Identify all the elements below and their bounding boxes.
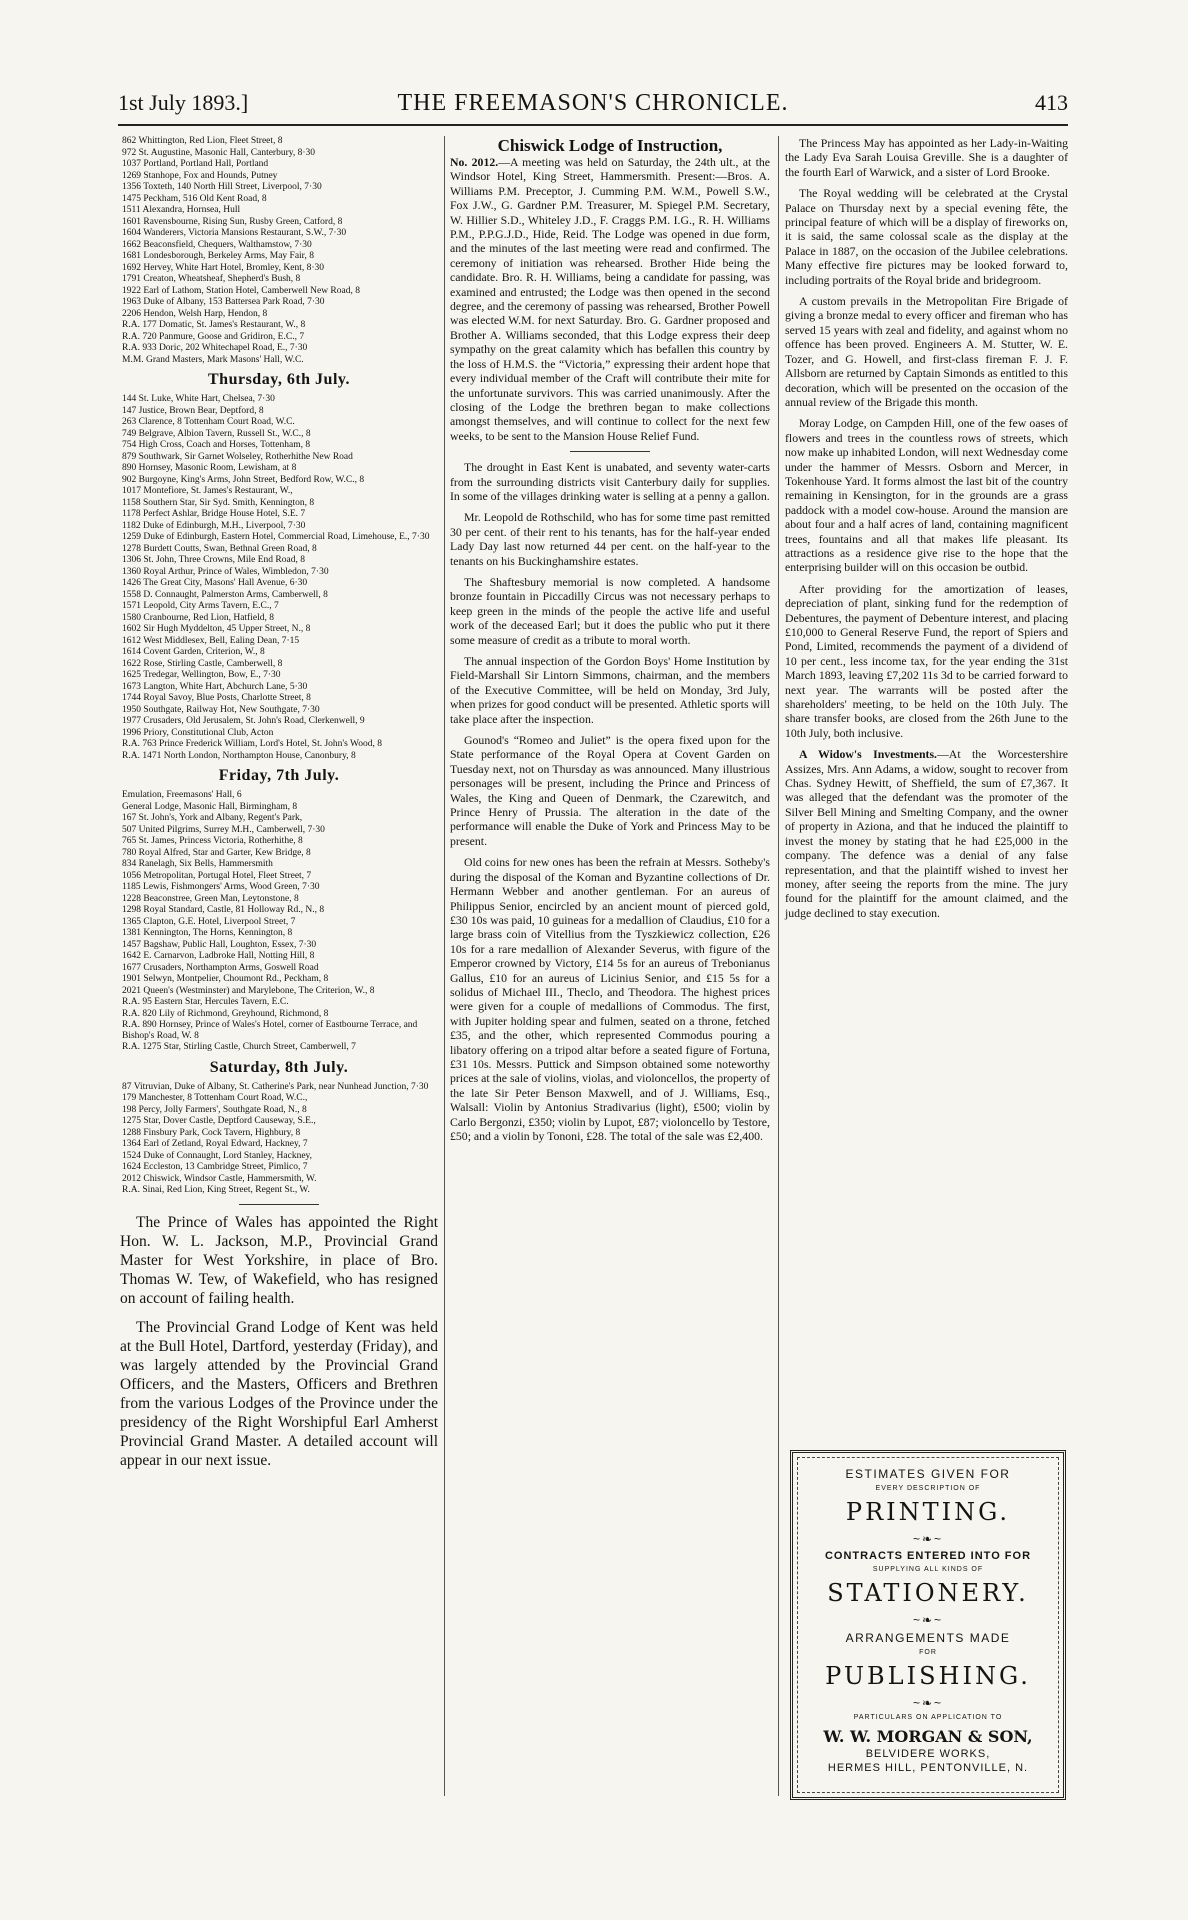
lodge-entry: 1625 Tredegar, Wellington, Bow, E., 7·30 — [122, 670, 281, 680]
lodge-entry: 147 Justice, Brown Bear, Deptford, 8 — [122, 405, 264, 416]
article-kent-grand-lodge: The Provincial Grand Lodge of Kent was held at the Bull Hotel, Dartford, yesterday (Friday), and was largely attended by the Provincial Grand Officers, and the Masters, Officers and Brethren from the various Lodges of the Province under the presidency of the Right Worshipful Earl Amherst Provincial Grand Master. A detailed account will appear in our next issue. — [120, 1318, 438, 1469]
separator — [239, 1204, 319, 1205]
lodge-entry: 1158 Southern Star, Sir Syd. Smith, Kennington, 8 — [122, 497, 315, 508]
advert-stationery: STATIONERY. — [827, 1579, 1029, 1607]
lodge-entry: 765 St. James, Princess Victoria, Rotherhithe, 8 — [122, 836, 303, 846]
lodge-entry: 1182 Duke of Edinburgh, M.H., Liverpool, 7·30 — [122, 520, 306, 531]
lodge-entry: 1624 Eccleston, 13 Cambridge Street, Pimlico, 7 — [122, 1162, 308, 1172]
lodge-list-friday — [120, 790, 438, 1053]
advert-printing: PRINTING. — [845, 1498, 1011, 1526]
lodge-entry: 1475 Peckham, 516 Old Kent Road, 8 — [122, 193, 267, 204]
lodge-entry: M.M. Grand Masters, Mark Masons' Hall, W.C. — [122, 354, 304, 365]
separator — [570, 451, 650, 452]
lodge-list-thursday — [120, 394, 438, 761]
lodge-entry: 1017 Montefiore, St. James's Restaurant, W., — [122, 486, 293, 496]
article-princess-may: The Princess May has appointed as her Lady-in-Waiting the Lady Eva Sarah Louisa Greville. She is a daughter of the fourth Earl of Warwick, and a sister of Lord Brooke. — [785, 136, 1068, 179]
column-2 — [450, 136, 770, 1150]
column-divider-1 — [444, 136, 445, 1796]
lodge-entry: 1614 Covent Garden, Criterion, W., 8 — [122, 647, 265, 657]
advert-line-arrangements: ARRANGEMENTS MADE — [845, 1631, 1011, 1645]
lodge-entry: 1275 Star, Dover Castle, Deptford Causeway, S.E., — [122, 1116, 316, 1126]
lodge-entry: 1901 Selwyn, Montpelier, Choumont Rd., Peckham, 8 — [122, 974, 329, 984]
advert-address: HERMES HILL, PENTONVILLE, N. — [827, 1762, 1029, 1774]
lodge-entry: General Lodge, Masonic Hall, Birmingham, 8 — [122, 801, 298, 812]
chiswick-body: —A meeting was held on Saturday, the 24th ult., at the Windsor Hotel, King Street, Hammersmith. Present:—Bros. A. Williams P.M. Preceptor, J. Cumming P.M. W.M., Powell S.W., Fox J.W., G. Gardner P.M. Treasurer, M. Spiegel P.M. Secretary, W. Hillier S.D., Whiteley J.D., F. Craggs P.M. I.G., R. H. Williams P.M., P.P.G.J.D., Hide, Reid. The Lodge was opened in due form, and the minutes of the last meeting were read and confirmed. The ceremony of initiation was rehearsed. Brother Hide being the candidate. Bro. R. H. Williams, being a candidate for passing, was examined and entrusted; the Lodge was then opened in the second degree, and the ceremony of passing was rehearsed, Brother Powell was elected W.M. for next Saturday. Bro. G. Gardner proposed and Brother A. Williams seconded, that this Lodge express their deep sympathy on the great calamity which has befallen this country by the loss of H.M.S. the “Victoria,” expressing their ardent hope that every individual member of the Craft will contribute their mite for the unfortunate survivors. This was carried unanimously. After the closing of the Lodge the brethren began to make collections amongst themselves, and will continue to collect for the next few weeks, to be sent to the Mansion House Relief Fund. — [450, 155, 771, 443]
lodge-entry: 1602 Sir Hugh Myddelton, 45 Upper Street, N., 8 — [122, 624, 311, 634]
lodge-entry: 1185 Lewis, Fishmongers' Arms, Wood Green, 7·30 — [122, 882, 320, 892]
lodge-entry: 754 High Cross, Coach and Horses, Tottenham, 8 — [122, 440, 311, 450]
lodge-entry: 1457 Bagshaw, Public Hall, Loughton, Essex, 7·30 — [122, 939, 317, 950]
article-rothschild: Mr. Leopold de Rothschild, who has for some time past remitted 30 per cent. of their rent to his tenants, has for the half-year ended Lady Day last now returned 44 per cent. on the half-year to the tenants on his Buckinghamshire estates. — [450, 510, 770, 568]
lodge-entry: R.A. 890 Hornsey, Prince of Wales's Hotel, corner of Eastbourne Terrace, and Bishop's Road, W. 8 — [122, 1020, 418, 1041]
lodge-entry: 1306 St. John, Three Crowns, Mile End Road, 8 — [122, 555, 305, 565]
lodge-entry: 1228 Beaconstree, Green Man, Leytonstone, 8 — [122, 893, 299, 904]
lodge-entry: R.A. 95 Eastern Star, Hercules Tavern, E.C. — [122, 997, 289, 1007]
lodge-entry: 1288 Finsbury Park, Cock Tavern, Highbury, 8 — [122, 1127, 301, 1138]
lodge-entry: 890 Hornsey, Masonic Room, Lewisham, at 8 — [122, 463, 297, 473]
lodge-list-wednesday — [120, 136, 438, 365]
lodge-entry: 1511 Alexandra, Hornsea, Hull — [122, 205, 241, 215]
lodge-entry: 198 Percy, Jolly Farmers', Southgate Road, N., 8 — [122, 1104, 307, 1115]
masthead-rule — [118, 124, 1068, 126]
advert-publishing: PUBLISHING. — [825, 1662, 1031, 1690]
lodge-entry: 1977 Crusaders, Old Jerusalem, St. John's Road, Clerkenwell, 9 — [122, 716, 365, 726]
article-chiswick-lodge — [450, 155, 770, 443]
lodge-entry: 1269 Stanhope, Fox and Hounds, Putney — [122, 170, 278, 181]
advert-line-estimates: ESTIMATES GIVEN FOR — [845, 1467, 1011, 1481]
lodge-entry: 1922 Earl of Lathom, Station Hotel, Camberwell New Road, 8 — [122, 285, 360, 296]
lodge-entry: 144 St. Luke, White Hart, Chelsea, 7·30 — [122, 394, 275, 404]
lodge-entry: 87 Vitruvian, Duke of Albany, St. Catherine's Park, near Nunhead Junction, 7·30 — [122, 1081, 429, 1092]
lodge-entry: 2012 Chiswick, Windsor Castle, Hammersmith, W. — [122, 1173, 317, 1184]
lodge-entry: 263 Clarence, 8 Tottenham Court Road, W.C. — [122, 417, 295, 427]
lodge-entry: 1364 Earl of Zetland, Royal Edward, Hackney, 7 — [122, 1139, 308, 1149]
advert-works: BELVIDERE WORKS, — [865, 1748, 991, 1760]
lodge-entry: 1381 Kennington, The Horns, Kennington, 8 — [122, 928, 293, 938]
ornament-icon: ~❧~ — [912, 1532, 944, 1546]
article-drought: The drought in East Kent is unabated, and seventy water-carts from the surrounding districts visit Canterbury daily for supplies. In some of the villages drinking water is selling at a penny a gallon. — [450, 460, 770, 503]
lodge-entry: 1178 Perfect Ashlar, Bridge House Hotel, S.E. 7 — [122, 509, 306, 519]
advert-line-for: FOR — [919, 1649, 937, 1656]
chiswick-heading: Chiswick Lodge of Instruction, — [497, 136, 723, 155]
lodge-entry: 1963 Duke of Albany, 153 Battersea Park Road, 7·30 — [122, 297, 325, 307]
article-prince-of-wales: The Prince of Wales has appointed the Right Hon. W. L. Jackson, M.P., Provincial Grand Master for West Yorkshire, in place of Bro. Thomas W. Tew, of Wakefield, who has resigned on account of failing health. — [120, 1213, 438, 1307]
lodge-entry: Emulation, Freemasons' Hall, 6 — [122, 790, 242, 800]
lodge-entry: 179 Manchester, 8 Tottenham Court Road, W.C., — [122, 1093, 308, 1103]
ornament-icon: ~❧~ — [912, 1613, 944, 1627]
lodge-entry: 902 Burgoyne, King's Arms, John Street, Bedford Row, W.C., 8 — [122, 474, 365, 485]
lodge-entry: 2206 Hendon, Welsh Harp, Hendon, 8 — [122, 308, 268, 319]
article-spiers-pond: After providing for the amortization of leases, depreciation of plant, sinking fund for the redemption of Debentures, the payment of Debenture interest, and placing £10,000 to General Reserve Fund, the report of Spiers and Pond, Limited, recommends the payment of a dividend of 10 per cent., less income tax, for the year ending the 31st March 1893, leaving £7,202 11s 3d to be carried forward to next year. The warrants will be posted after the shareholders' meeting, to be held on the 10th July. The share transfer books, are closed from the 26th June to the 10th July, both inclusive. — [785, 581, 1068, 740]
ornament-icon: ~❧~ — [912, 1696, 944, 1710]
article-opera: Gounod's “Romeo and Juliet” is the opera fixed upon for the State performance of the Royal Opera at Covent Garden on Tuesday next, not on Thursday as was announced. Many illustrious personages will be present, including the Prince and Princess of Wales, the King and Queen of Denmark, the Czarewitch, and Prince Henry of Prussia. The alteration in the date of the performance will enable the Duke of York and Princess May to be present. — [450, 733, 770, 848]
lodge-entry: 1524 Duke of Connaught, Lord Stanley, Hackney, — [122, 1150, 313, 1161]
newspaper-title: THE FREEMASON'S CHRONICLE. — [397, 90, 789, 116]
page-number: 413 — [1035, 90, 1068, 115]
article-fire-brigade: A custom prevails in the Metropolitan Fire Brigade of giving a bronze medal to every officer and fireman who has served 15 years with zeal and fidelity, and against whom no offence has been proved. Engineers A. M. Stutter, W. E. Tozer, and G. Howell, and first-class fireman F. J. F. Allsborn are returned by Captain Simonds as entitled to this decoration, which will be presented on the occasion of the annual review of the Brigade this month. — [785, 294, 1068, 409]
chiswick-lead: No. 2012. — [450, 155, 499, 169]
column-divider-2 — [778, 136, 779, 1796]
lodge-entry: 972 St. Augustine, Masonic Hall, Canterbury, 8·30 — [122, 147, 316, 158]
lodge-entry: 1612 West Middlesex, Bell, Ealing Dean, 7·15 — [122, 635, 300, 646]
lodge-entry: 1662 Beaconsfield, Chequers, Walthamstow, 7·30 — [122, 239, 312, 250]
lodge-entry: 749 Belgrave, Albion Tavern, Russell St., W.C., 8 — [122, 428, 311, 439]
lodge-entry: 1677 Crusaders, Northampton Arms, Goswell Road — [122, 962, 319, 973]
lodge-entry: 1996 Priory, Constitutional Club, Acton — [122, 727, 274, 738]
lodge-entry: 1791 Creaton, Wheatsheaf, Shepherd's Bush, 8 — [122, 274, 301, 284]
widow-body: —At the Worcestershire Assizes, Mrs. Ann Adams, a widow, sought to recover from Chas. Sydney Hewitt, of Sheffield, the sum of £7,367. It was alleged that the defendant was the promoter of the Silver Bell Mining and Smelting Company, and the owner of property in Aziona, and that he induced the plaintiff to invest the money by stating that he had £25,000 in the company. The defence was a denial of any false representation, and that the plaintiff wished to invest her money, after seeing the reports from the mine. The jury found for the plaintiff for the amount claimed, and the judge declined to stay execution. — [785, 747, 1068, 920]
lodge-entry: 862 Whittington, Red Lion, Fleet Street, 8 — [122, 136, 283, 146]
lodge-entry: 1298 Royal Standard, Castle, 81 Holloway Rd., N., 8 — [122, 905, 325, 915]
printing-advertisement — [790, 1450, 1066, 1800]
column-1 — [120, 136, 438, 1480]
lodge-entry: R.A. 933 Doric, 202 Whitechapel Road, E., 7·30 — [122, 343, 308, 353]
lodge-entry: R.A. 1275 Star, Stirling Castle, Church Street, Camberwell, 7 — [122, 1042, 356, 1052]
issue-date: 1st July 1893.] — [118, 90, 249, 115]
lodge-entry: 1580 Cranbourne, Red Lion, Hatfield, 8 — [122, 612, 274, 623]
article-shaftesbury: The Shaftesbury memorial is now completed. A handsome bronze fountain in Piccadilly Circus was not necessary perhaps to keep green in the minds of the people the active life and useful work of the deceased Earl; but it does the public who put it there some measure of credit as a tribute to moral worth. — [450, 574, 770, 647]
article-moray-lodge: Moray Lodge, on Campden Hill, one of the few oases of flowers and trees in the countless rows of streets, which now make up inhabited London, will next Wednesday come under the hammer of Messrs. Osborn and Mercer, in Tokenhouse Yard. It forms almost the last bit of the country remaining in Kensington, for in the grounds are a grass paddock with a model cow-house. Around the mansion are about four and a half acres of land, containing magnificent trees, fountains and all that makes life pleasant. Its attractions as a residence give rise to the hope that the enterprising builder will on this occasion be outbid. — [785, 416, 1068, 575]
advert-border — [797, 1457, 1059, 1793]
lodge-entry: 1950 Southgate, Railway Hot, New Southgate, 7·30 — [122, 704, 320, 715]
lodge-entry: 879 Southwark, Sir Garnet Wolseley, Rotherhithe New Road — [122, 451, 353, 462]
lodge-entry: R.A. 720 Panmure, Goose and Gridiron, E.C., 7 — [122, 331, 305, 342]
friday-heading: Friday, 7th July. — [218, 767, 340, 784]
lodge-entry: 1360 Royal Arthur, Prince of Wales, Wimbledon, 7·30 — [122, 566, 329, 577]
lodge-entry: R.A. 1471 North London, Northampton House, Canonbury, 8 — [122, 750, 356, 761]
saturday-heading: Saturday, 8th July. — [209, 1058, 349, 1076]
lodge-entry: 1056 Metropolitan, Portugal Hotel, Fleet Street, 7 — [122, 870, 312, 881]
lodge-entry: 1278 Burdett Coutts, Swan, Bethnal Green Road, 8 — [122, 543, 317, 554]
lodge-entry: 507 United Pilgrims, Surrey M.H., Camberwell, 7·30 — [122, 824, 325, 835]
article-royal-wedding: The Royal wedding will be celebrated at the Crystal Palace on Thursday next by a special evening fête, the principal feature of which will be a display of fireworks on, it is said, the same colossal scale as the display at the Palace in 1887, on the occasion of the Jubilee celebrations. Many effective fire pictures may be looked forward to, including portraits of the Royal bride and bridegroom. — [785, 186, 1068, 287]
lodge-entry: R.A. 177 Domatic, St. James's Restaurant, W., 8 — [122, 320, 306, 330]
lodge-entry: 2021 Queen's (Westminster) and Marylebone, The Criterion, W., 8 — [122, 985, 375, 996]
lodge-list-saturday — [120, 1082, 438, 1196]
advert-line-description: EVERY DESCRIPTION OF — [875, 1485, 981, 1492]
column-3 — [785, 136, 1068, 927]
lodge-entry: 780 Royal Alfred, Star and Garter, Kew Bridge, 8 — [122, 847, 311, 858]
lodge-entry: 1571 Leopold, City Arms Tavern, E.C., 7 — [122, 601, 279, 611]
advert-line-particulars: PARTICULARS ON APPLICATION TO — [853, 1714, 1003, 1721]
advert-line-supplying: SUPPLYING ALL KINDS OF — [872, 1566, 984, 1573]
advert-line-contracts: CONTRACTS ENTERED INTO FOR — [824, 1550, 1032, 1562]
lodge-entry: 1604 Wanderers, Victoria Mansions Restaurant, S.W., 7·30 — [122, 228, 347, 238]
article-widow-investments — [785, 747, 1068, 920]
lodge-entry: 1037 Portland, Portland Hall, Portland — [122, 159, 269, 169]
lodge-entry: 1673 Langton, White Hart, Abchurch Lane, 5·30 — [122, 681, 308, 692]
lodge-entry: 1744 Royal Savoy, Blue Posts, Charlotte Street, 8 — [122, 693, 311, 703]
lodge-entry: 1681 Londesborough, Berkeley Arms, May Fair, 8 — [122, 251, 314, 261]
masthead — [118, 90, 1068, 124]
lodge-entry: R.A. Sinai, Red Lion, King Street, Regent St., W. — [122, 1185, 310, 1195]
lodge-entry: 1692 Hervey, White Hart Hotel, Bromley, Kent, 8·30 — [122, 262, 325, 273]
lodge-entry: R.A. 820 Lily of Richmond, Greyhound, Richmond, 8 — [122, 1008, 329, 1019]
lodge-entry: 1642 E. Carnarvon, Ladbroke Hall, Notting Hill, 8 — [122, 951, 315, 961]
lodge-entry: 1259 Duke of Edinburgh, Eastern Hotel, Commercial Road, Limehouse, E., 7·30 — [122, 532, 430, 542]
lodge-entry: 1601 Ravensbourne, Rising Sun, Rusby Green, Catford, 8 — [122, 216, 343, 227]
lodge-entry: 834 Ranelagh, Six Bells, Hammersmith — [122, 859, 273, 869]
lodge-entry: 1365 Clapton, G.E. Hotel, Liverpool Street, 7 — [122, 916, 296, 927]
lodge-entry: 1426 The Great City, Masons' Hall Avenue, 6·30 — [122, 578, 308, 588]
widow-lead: A Widow's Investments. — [799, 747, 937, 762]
lodge-entry: 167 St. John's, York and Albany, Regent's Park, — [122, 813, 303, 823]
advert-firm-name: W. W. MORGAN & SON, — [823, 1727, 1033, 1746]
thursday-heading: Thursday, 6th July. — [208, 371, 350, 388]
lodge-entry: 1356 Toxteth, 140 North Hill Street, Liverpool, 7·30 — [122, 182, 322, 192]
lodge-entry: 1622 Rose, Stirling Castle, Camberwell, 8 — [122, 658, 283, 669]
article-coins-sale: Old coins for new ones has been the refrain at Messrs. Sotheby's during the disposal of the Koman and Byzantine collections of Dr. Hermann Webber and another gentleman. For an aureus of Philippus Senior, encircled by an ancient mount of pierced gold, £30 10s was paid, 10 guineas for a medallion of Claudius, £10 for a large brass coin of Vitellius from the Tyszkiewicz collection, £26 10s for a rare medallion of Alexander Severus, with figure of the Emperor crowned by Victory, £14 5s for an aureus of Trebonianus Gallus, £10 for an aureus of Licinius Senior, and £15 5s for a solidus of Michael III., Theclo, and Theodora. The highest prices were given for a couple of medallions of Commodus. The first, with Jupiter holding spear and fulmen, seated on a throne, fetched £35, and the other, which represented Commodus pouring a libatory offering on a tripod altar before a seated figure of Fortuna, £31 10s. Messrs. Puttick and Simpson obtained some noteworthy prices at the sale of violins, violas, and violoncellos, the property of the late Sir Peter Benson Maxwell, and of J. Williams, Esq., Walsall: Violin by Antonius Stradivarius (light), £500; violin by Carlo Bergonzi, £350; violin by Lupot, £87; violoncello by Testore, £50; and a violin by Tononi, £28. The total of the sale was £2,400. — [450, 855, 770, 1143]
lodge-entry: 1558 D. Connaught, Palmerston Arms, Camberwell, 8 — [122, 589, 328, 600]
article-gordon-boys: The annual inspection of the Gordon Boys' Home Institution by Field-Marshall Sir Lintorn Simmons, chairman, and the members of the Executive Committee, will be held on Monday, 3rd July, when prizes for good conduct will be presented. Athletic sports will take place after the inspection. — [450, 654, 770, 726]
lodge-entry: R.A. 763 Prince Frederick William, Lord's Hotel, St. John's Wood, 8 — [122, 739, 382, 749]
